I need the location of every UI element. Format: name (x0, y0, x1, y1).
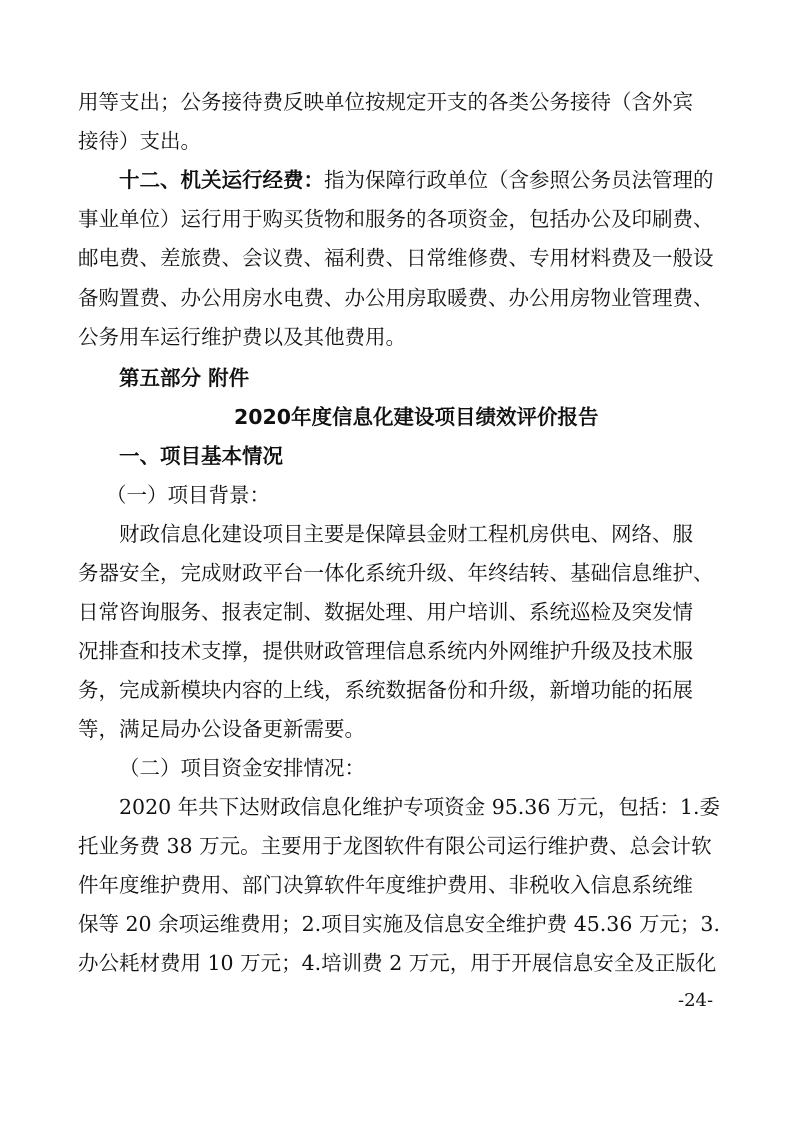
paragraph-line: 等，满足局办公设备更新需要。 (78, 717, 365, 741)
section-heading: 十二、机关运行经费： (119, 168, 324, 192)
paragraph-text: 指为保障行政单位（含参照公务员法管理的 (324, 168, 714, 192)
paragraph-line: 接待）支出。 (78, 129, 201, 153)
paragraph-line: 日常咨询服务、报表定制、数据处理、用户培训、系统巡检及突发情 (78, 600, 693, 624)
paragraph-line: 办公耗材费用 10 万元；4.培训费 2 万元，用于开展信息安全及正版化 (78, 951, 717, 975)
paragraph-line (119, 165, 714, 195)
paragraph-line: 务器安全，完成财政平台一体化系统升级、年终结转、基础信息维护、 (78, 561, 714, 585)
paragraph-line: 托业务费 38 万元。主要用于龙图软件有限公司运行维护费、总会计软 (78, 834, 712, 858)
subsection-heading: （二）项目资金安排情况： (119, 756, 365, 780)
paragraph-line: 备购置费、办公用房水电费、办公用房取暖费、办公用房物业管理费、 (78, 286, 714, 310)
page-number: -24- (678, 990, 714, 1011)
paragraph-line: 件年度维护费用、部门决算软件年度维护费用、非税收入信息系统维 (78, 873, 693, 897)
subsection-heading: （一）项目背景： (106, 483, 270, 507)
paragraph-line: 事业单位）运行用于购买货物和服务的各项资金，包括办公及印刷费、 (78, 207, 714, 231)
paragraph-line: 务，完成新模块内容的上线，系统数据备份和升级，新增功能的拓展 (78, 678, 693, 702)
paragraph-line: 用等支出；公务接待费反映单位按规定开支的各类公务接待（含外宾 (78, 90, 693, 114)
paragraph-line: 2020 年共下达财政信息化维护专项资金 95.36 万元，包括：1.委 (119, 795, 720, 819)
paragraph-line: 保等 20 余项运维费用；2.项目实施及信息安全维护费 45.36 万元；3. (78, 912, 720, 936)
section-heading: 一、项目基本情况 (119, 444, 283, 468)
paragraph-line: 公务用车运行维护费以及其他费用。 (78, 325, 406, 349)
paragraph-line: 况排查和技术支撑，提供财政管理信息系统内外网维护升级及技术服 (78, 639, 693, 663)
report-title: 2020年度信息化建设项目绩效评价报告 (234, 405, 599, 429)
paragraph-line: 邮电费、差旅费、会议费、福利费、日常维修费、专用材料费及一般设 (78, 246, 714, 270)
part-heading: 第五部分 附件 (119, 366, 250, 390)
paragraph-line: 财政信息化建设项目主要是保障县金财工程机房供电、网络、服 (119, 522, 693, 546)
